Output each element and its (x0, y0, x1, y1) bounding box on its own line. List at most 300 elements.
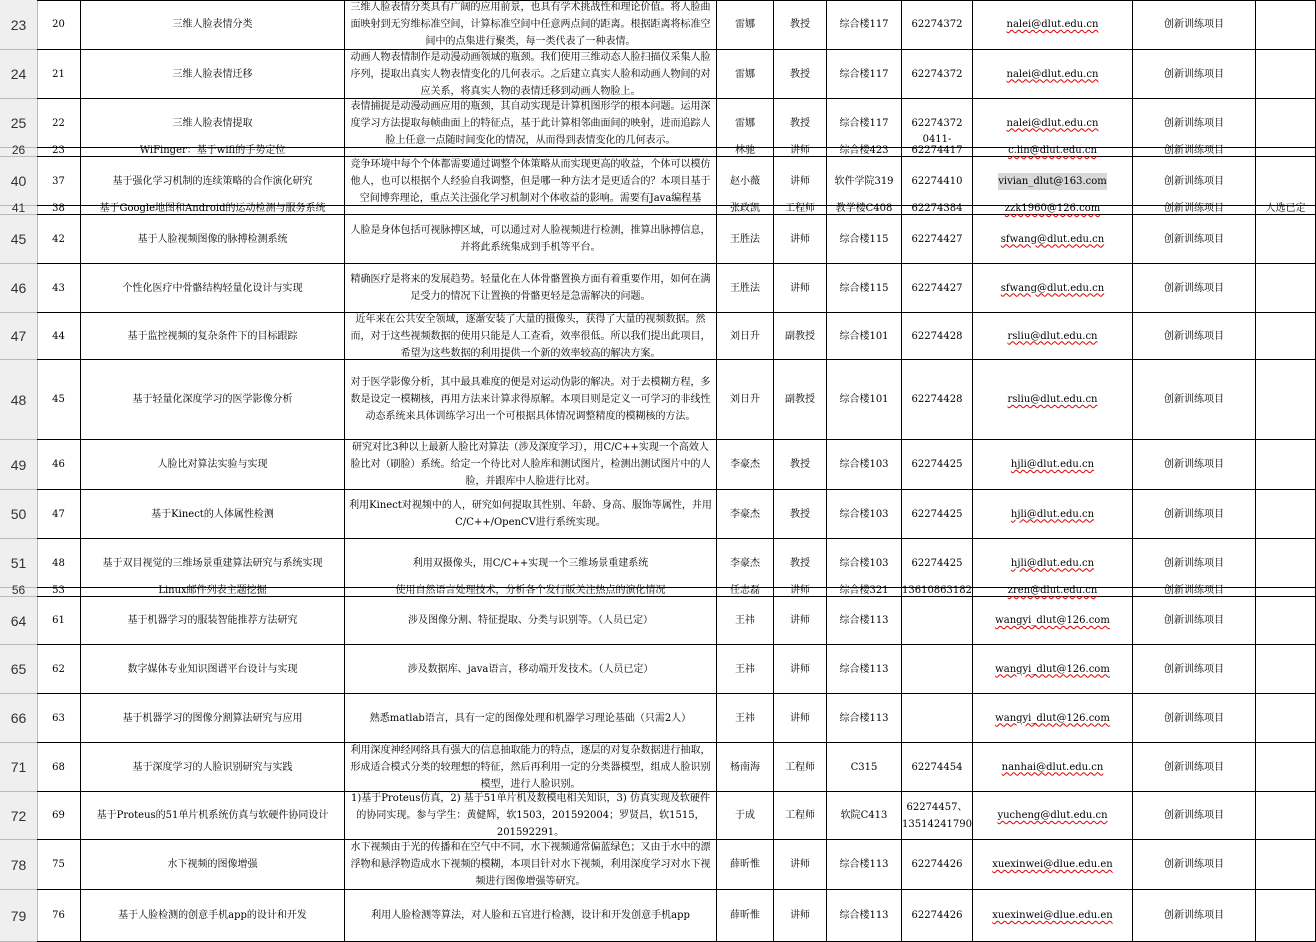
cell-number[interactable] (37, 157, 81, 206)
cell-rank-text: 讲师 (790, 615, 810, 626)
cell-rank-text: 讲师 (790, 663, 810, 675)
cell-number[interactable] (37, 203, 81, 215)
cell-email[interactable] (973, 215, 1133, 264)
cell-office[interactable] (827, 313, 902, 360)
cell-project-type-text: 创新训练项目 (1164, 19, 1224, 30)
cell-project-title-text: 基于人脸视频图像的脉搏检测系统 (137, 233, 288, 245)
cell-project-type[interactable] (1133, 157, 1256, 206)
cell-teacher-text: 李豪杰 (730, 459, 760, 470)
cell-note[interactable] (1256, 215, 1316, 264)
cell-teacher[interactable] (717, 490, 774, 539)
cell-office-text: 综合楼115 (839, 282, 889, 294)
cell-rank[interactable] (774, 203, 827, 215)
cell-project-title[interactable] (81, 157, 345, 206)
cell-email[interactable] (973, 157, 1133, 206)
cell-project-type[interactable] (1133, 215, 1256, 264)
cell-description-text: 动画人物表情制作是动漫动画领域的瓶颈。我们使用三维动态人脸扫描仪采集人脸序列，提取出真实人物表情变化的几何表示。之后建立真实人脸和动画人物间的对应关系，将真实人物的表情迁移到动画人物脸上。 (350, 51, 711, 97)
cell-number[interactable] (37, 694, 81, 743)
cell-note[interactable] (1256, 792, 1316, 840)
cell-note[interactable] (1256, 0, 1316, 50)
cell-phone-text: 62274426 (911, 910, 963, 921)
cell-office[interactable] (827, 50, 902, 99)
cell-phone[interactable] (902, 840, 973, 890)
cell-email[interactable] (973, 313, 1133, 360)
cell-number[interactable] (37, 490, 81, 539)
cell-note[interactable] (1256, 490, 1316, 539)
cell-phone[interactable] (902, 440, 973, 490)
cell-number[interactable] (37, 840, 81, 890)
cell-rank-text: 教授 (790, 117, 810, 129)
cell-description[interactable] (345, 743, 717, 792)
cell-description[interactable] (345, 645, 717, 694)
cell-project-title-text: 数字媒体专业知识图谱平台设计与实现 (127, 663, 298, 675)
cell-rank[interactable] (774, 0, 827, 50)
cell-email[interactable] (973, 440, 1133, 490)
cell-rank[interactable] (774, 539, 827, 588)
cell-email[interactable] (973, 597, 1133, 645)
cell-teacher[interactable] (717, 840, 774, 890)
cell-project-type[interactable] (1133, 145, 1256, 157)
cell-rank[interactable] (774, 890, 827, 942)
cell-project-title[interactable] (81, 539, 345, 588)
cell-teacher-text: 雷娜 (735, 117, 755, 129)
cell-email[interactable] (973, 890, 1133, 942)
cell-project-title[interactable] (81, 585, 345, 597)
cell-number[interactable] (37, 50, 81, 99)
cell-teacher[interactable] (717, 313, 774, 360)
cell-project-title-text: 基于监控视频的复杂条件下的目标跟踪 (127, 330, 298, 342)
cell-phone-text: 62274384 (911, 203, 963, 214)
cell-office[interactable] (827, 694, 902, 743)
cell-project-title[interactable] (81, 264, 345, 313)
cell-project-title[interactable] (81, 440, 345, 490)
cell-project-type[interactable] (1133, 840, 1256, 890)
cell-note[interactable] (1256, 440, 1316, 490)
cell-rank-text: 讲师 (790, 145, 810, 156)
cell-description[interactable] (345, 440, 717, 490)
cell-rank[interactable] (774, 743, 827, 792)
cell-number-text: 69 (52, 810, 65, 821)
cell-teacher-text: 于成 (735, 810, 755, 821)
cell-office[interactable] (827, 840, 902, 890)
cell-email-text: hjli@dlut.edu.cn (1010, 557, 1095, 569)
cell-phone[interactable] (902, 743, 973, 792)
cell-phone[interactable] (902, 539, 973, 588)
cell-number[interactable] (37, 890, 81, 942)
cell-office[interactable] (827, 890, 902, 942)
row-number[interactable]: 72 (0, 792, 37, 840)
cell-project-title[interactable] (81, 145, 345, 157)
cell-project-title[interactable] (81, 645, 345, 694)
cell-teacher[interactable] (717, 145, 774, 157)
cell-phone[interactable] (902, 645, 973, 694)
cell-phone-text: 62274372 (911, 68, 963, 80)
cell-project-title-text: 基于轻量化深度学习的医学影像分析 (132, 394, 293, 405)
cell-rank[interactable] (774, 215, 827, 264)
cell-project-title[interactable] (81, 490, 345, 539)
cell-phone-text: 62274457、13514241790 (902, 801, 973, 830)
cell-office[interactable] (827, 490, 902, 539)
row-number[interactable]: 24 (0, 50, 37, 99)
cell-number[interactable] (37, 585, 81, 597)
cell-number[interactable] (37, 597, 81, 645)
cell-number[interactable] (37, 215, 81, 264)
cell-note[interactable] (1256, 840, 1316, 890)
cell-number-text: 47 (52, 508, 65, 520)
cell-note[interactable] (1256, 588, 1316, 597)
row-number[interactable]: 50 (0, 490, 37, 539)
cell-phone[interactable] (902, 490, 973, 539)
cell-project-type[interactable] (1133, 490, 1256, 539)
cell-teacher[interactable] (717, 792, 774, 840)
cell-office[interactable] (827, 792, 902, 840)
cell-rank-text: 讲师 (790, 282, 810, 294)
cell-project-type-text: 创新训练项目 (1164, 712, 1224, 724)
cell-project-type-text: 创新训练项目 (1164, 117, 1224, 129)
cell-rank[interactable] (774, 157, 827, 206)
cell-rank[interactable] (774, 792, 827, 840)
cell-rank[interactable] (774, 50, 827, 99)
cell-project-type[interactable] (1133, 792, 1256, 840)
cell-email[interactable] (973, 792, 1133, 840)
cell-rank[interactable] (774, 440, 827, 490)
cell-rank-text: 教授 (790, 459, 810, 470)
cell-teacher[interactable] (717, 157, 774, 206)
cell-description-text: 使用自然语言处理技术，分析各个发行版关注热点的演化情况 (395, 585, 666, 596)
cell-rank[interactable] (774, 360, 827, 440)
cell-description[interactable] (345, 539, 717, 588)
cell-phone[interactable] (902, 134, 973, 157)
cell-project-type[interactable] (1133, 743, 1256, 792)
cell-email-text: xuexinwei@dlue.edu.en (992, 859, 1113, 870)
cell-phone-text: 62274426 (911, 859, 963, 870)
cell-office[interactable] (827, 145, 902, 157)
cell-office[interactable] (827, 264, 902, 313)
cell-project-title[interactable] (81, 313, 345, 360)
cell-office-text: 综合楼113 (839, 615, 889, 626)
cell-phone[interactable] (902, 694, 973, 743)
cell-office[interactable] (827, 743, 902, 792)
cell-rank[interactable] (774, 99, 827, 148)
cell-description[interactable] (345, 585, 717, 597)
cell-office[interactable] (827, 440, 902, 490)
row-number[interactable]: 25 (0, 99, 37, 148)
data-grid (37, 0, 1316, 942)
cell-note[interactable] (1256, 645, 1316, 694)
cell-rank[interactable] (774, 264, 827, 313)
row-number[interactable]: 26 (0, 148, 37, 157)
cell-note[interactable] (1256, 99, 1316, 148)
cell-teacher[interactable] (717, 215, 774, 264)
cell-phone[interactable] (902, 585, 973, 597)
cell-number[interactable] (37, 539, 81, 588)
cell-teacher[interactable] (717, 99, 774, 148)
cell-project-title[interactable] (81, 694, 345, 743)
cell-description[interactable] (345, 490, 717, 539)
cell-rank-text: 讲师 (790, 175, 810, 187)
cell-rank[interactable] (774, 145, 827, 157)
cell-note[interactable] (1256, 264, 1316, 313)
cell-project-title[interactable] (81, 743, 345, 792)
row-number[interactable]: 71 (0, 743, 37, 792)
cell-number[interactable] (37, 145, 81, 157)
cell-teacher[interactable] (717, 440, 774, 490)
cell-number[interactable] (37, 792, 81, 840)
table-row (37, 313, 1316, 360)
row-number[interactable]: 45 (0, 215, 37, 264)
cell-description[interactable] (345, 360, 717, 440)
row-number[interactable]: 79 (0, 890, 37, 942)
cell-teacher[interactable] (717, 645, 774, 694)
cell-office[interactable] (827, 360, 902, 440)
cell-email[interactable] (973, 694, 1133, 743)
cell-phone[interactable] (902, 360, 973, 440)
cell-project-type[interactable] (1133, 0, 1256, 50)
cell-number[interactable] (37, 99, 81, 148)
cell-email[interactable] (973, 490, 1133, 539)
cell-email[interactable] (973, 145, 1133, 157)
cell-project-type-text: 创新训练项目 (1164, 557, 1224, 569)
cell-office[interactable] (827, 215, 902, 264)
cell-project-type-text: 创新训练项目 (1164, 585, 1224, 596)
cell-rank[interactable] (774, 490, 827, 539)
row-number[interactable]: 78 (0, 840, 37, 890)
cell-description-text: 三维人脸表情分类具有广阔的应用前景，也具有学术挑战性和理论价值。将人脸曲面映射到无穷维标准空间，计算标准空间中任意两点间的距离。根据距离将标准空间中的点集进行聚类，每一类代表了一种表情。 (350, 2, 711, 47)
cell-rank[interactable] (774, 585, 827, 597)
cell-office[interactable] (827, 645, 902, 694)
cell-project-type[interactable] (1133, 99, 1256, 148)
cell-teacher[interactable] (717, 597, 774, 645)
cell-project-title[interactable] (81, 890, 345, 942)
cell-email[interactable] (973, 360, 1133, 440)
row-number[interactable]: 49 (0, 440, 37, 490)
cell-office[interactable] (827, 203, 902, 215)
cell-project-type[interactable] (1133, 539, 1256, 588)
cell-teacher[interactable] (717, 585, 774, 597)
cell-description[interactable] (345, 264, 717, 313)
cell-rank[interactable] (774, 645, 827, 694)
cell-teacher[interactable] (717, 743, 774, 792)
cell-description[interactable] (345, 99, 717, 148)
cell-project-title[interactable] (81, 0, 345, 50)
cell-office[interactable] (827, 585, 902, 597)
cell-note[interactable] (1256, 694, 1316, 743)
row-number[interactable]: 56 (0, 588, 37, 597)
cell-number-text: 48 (52, 557, 65, 569)
table-row (37, 743, 1316, 792)
cell-number[interactable] (37, 264, 81, 313)
cell-project-type[interactable] (1133, 264, 1256, 313)
cell-teacher[interactable] (717, 0, 774, 50)
cell-number[interactable] (37, 360, 81, 440)
cell-project-title[interactable] (81, 215, 345, 264)
cell-phone[interactable] (902, 203, 973, 215)
table-row (37, 890, 1316, 942)
cell-email[interactable] (973, 840, 1133, 890)
row-number[interactable]: 40 (0, 157, 37, 206)
cell-teacher[interactable] (717, 203, 774, 215)
row-number[interactable]: 47 (0, 313, 37, 360)
cell-project-type-text: 创新训练项目 (1164, 282, 1224, 294)
cell-office-text: 综合楼103 (839, 557, 889, 569)
cell-teacher[interactable] (717, 539, 774, 588)
cell-email-text: nalei@dlut.edu.cn (1006, 68, 1099, 80)
cell-teacher-text: 雷娜 (735, 19, 755, 30)
cell-office[interactable] (827, 597, 902, 645)
cell-project-type-text: 创新训练项目 (1164, 508, 1224, 520)
cell-project-title-text: 基于Proteus的51单片机系统仿真与软硬件协同设计 (96, 810, 329, 821)
cell-project-title[interactable] (81, 203, 345, 215)
cell-teacher-text: 李豪杰 (730, 557, 760, 569)
cell-teacher[interactable] (717, 50, 774, 99)
cell-project-title[interactable] (81, 840, 345, 890)
cell-teacher[interactable] (717, 360, 774, 440)
cell-office[interactable] (827, 539, 902, 588)
cell-email-text: sfwang@dlut.edu.cn (1000, 282, 1105, 294)
cell-project-type[interactable] (1133, 360, 1256, 440)
cell-office[interactable] (827, 99, 902, 148)
cell-rank[interactable] (774, 313, 827, 360)
cell-project-type[interactable] (1133, 440, 1256, 490)
table-row (37, 203, 1316, 215)
row-number[interactable]: 65 (0, 645, 37, 694)
cell-description[interactable] (345, 313, 717, 360)
cell-note[interactable] (1256, 890, 1316, 942)
row-number[interactable]: 51 (0, 539, 37, 588)
cell-number[interactable] (37, 0, 81, 50)
cell-phone-text: 62274425 (911, 557, 963, 569)
cell-description[interactable] (345, 694, 717, 743)
cell-project-title-text: 三维人脸表情分类 (172, 19, 253, 30)
cell-phone[interactable] (902, 50, 973, 99)
cell-teacher[interactable] (717, 694, 774, 743)
row-number[interactable]: 23 (0, 0, 37, 50)
cell-email-text: vivian_dlut@163.com (998, 173, 1107, 190)
cell-description[interactable] (345, 792, 717, 840)
cell-note[interactable] (1256, 203, 1316, 215)
cell-teacher-text: 薛昕惟 (730, 910, 760, 921)
cell-note-text: 人选已定 (1265, 203, 1306, 214)
cell-email[interactable] (973, 585, 1133, 597)
cell-description-text: 利用深度神经网络具有强大的信息抽取能力的特点，逐层的对复杂数据进行抽取，形成适合模式分类的较理想的特征，然后再利用一定的分类器模型，组成人脸识别模型，进行人脸识别。 (350, 744, 711, 790)
row-number[interactable]: 66 (0, 694, 37, 743)
cell-email-text: wangyi_dlut@126.com (995, 712, 1110, 724)
cell-office-text: 综合楼113 (839, 910, 889, 921)
cell-office-text: 软件学院319 (834, 175, 894, 187)
cell-phone[interactable] (902, 890, 973, 942)
cell-project-title-text: 基于强化学习机制的连续策略的合作演化研究 (112, 175, 313, 187)
cell-phone-text: 62274428 (911, 394, 963, 405)
cell-email[interactable] (973, 50, 1133, 99)
cell-project-type-text: 创新训练项目 (1164, 761, 1224, 773)
cell-note[interactable] (1256, 50, 1316, 99)
cell-project-type[interactable] (1133, 645, 1256, 694)
cell-number[interactable] (37, 313, 81, 360)
cell-note[interactable] (1256, 539, 1316, 588)
table-row (37, 360, 1316, 440)
table-row (37, 50, 1316, 99)
cell-note[interactable] (1256, 597, 1316, 645)
cell-email[interactable] (973, 539, 1133, 588)
cell-note[interactable] (1256, 360, 1316, 440)
cell-phone[interactable] (902, 215, 973, 264)
row-number[interactable]: 41 (0, 206, 37, 215)
cell-project-type[interactable] (1133, 694, 1256, 743)
cell-teacher-text: 雷娜 (735, 68, 755, 80)
cell-email[interactable] (973, 264, 1133, 313)
cell-description[interactable] (345, 206, 717, 215)
cell-note[interactable] (1256, 743, 1316, 792)
cell-description[interactable] (345, 597, 717, 645)
row-number[interactable]: 48 (0, 360, 37, 440)
row-number[interactable]: 46 (0, 264, 37, 313)
cell-office-text: 综合楼117 (839, 19, 889, 30)
cell-phone[interactable] (902, 313, 973, 360)
cell-phone-text: 62274454 (911, 761, 963, 773)
cell-project-type-text: 创新训练项目 (1164, 330, 1224, 342)
cell-number[interactable] (37, 645, 81, 694)
cell-email-text: zren@dlut.edu.cn (1007, 585, 1098, 596)
cell-project-type[interactable] (1133, 203, 1256, 215)
cell-rank[interactable] (774, 597, 827, 645)
cell-phone[interactable] (902, 792, 973, 840)
cell-project-title[interactable] (81, 597, 345, 645)
cell-number[interactable] (37, 440, 81, 490)
cell-email[interactable] (973, 743, 1133, 792)
cell-phone[interactable] (902, 0, 973, 50)
cell-project-type[interactable] (1133, 313, 1256, 360)
cell-office[interactable] (827, 0, 902, 50)
cell-teacher[interactable] (717, 264, 774, 313)
cell-description[interactable] (345, 157, 717, 206)
cell-teacher[interactable] (717, 890, 774, 942)
cell-number[interactable] (37, 743, 81, 792)
cell-project-title[interactable] (81, 99, 345, 148)
cell-office[interactable] (827, 157, 902, 206)
cell-email[interactable] (973, 645, 1133, 694)
cell-description[interactable] (345, 0, 717, 50)
cell-project-type[interactable] (1133, 597, 1256, 645)
cell-rank[interactable] (774, 840, 827, 890)
cell-note[interactable] (1256, 157, 1316, 206)
cell-email-text: sfwang@dlut.edu.cn (1000, 233, 1105, 245)
cell-phone[interactable] (902, 597, 973, 645)
cell-project-title[interactable] (81, 792, 345, 840)
cell-note[interactable] (1256, 313, 1316, 360)
cell-description[interactable] (345, 890, 717, 942)
cell-phone[interactable] (902, 264, 973, 313)
cell-note[interactable] (1256, 148, 1316, 157)
cell-project-title[interactable] (81, 360, 345, 440)
cell-project-title-text: WiFinger：基于wifi的手势定位 (139, 145, 286, 156)
row-number[interactable]: 64 (0, 597, 37, 645)
cell-description[interactable] (345, 50, 717, 99)
cell-phone[interactable] (902, 157, 973, 206)
cell-description[interactable] (345, 840, 717, 890)
cell-project-title[interactable] (81, 50, 345, 99)
cell-description[interactable] (345, 215, 717, 264)
cell-number-text: 43 (52, 282, 65, 294)
cell-project-type[interactable] (1133, 50, 1256, 99)
cell-email[interactable] (973, 203, 1133, 215)
cell-email[interactable] (973, 0, 1133, 50)
cell-project-type[interactable] (1133, 585, 1256, 597)
cell-rank[interactable] (774, 694, 827, 743)
cell-email[interactable] (973, 99, 1133, 148)
cell-office-text: 综合楼103 (839, 508, 889, 520)
cell-rank-text: 副教授 (785, 394, 815, 405)
cell-project-type[interactable] (1133, 890, 1256, 942)
